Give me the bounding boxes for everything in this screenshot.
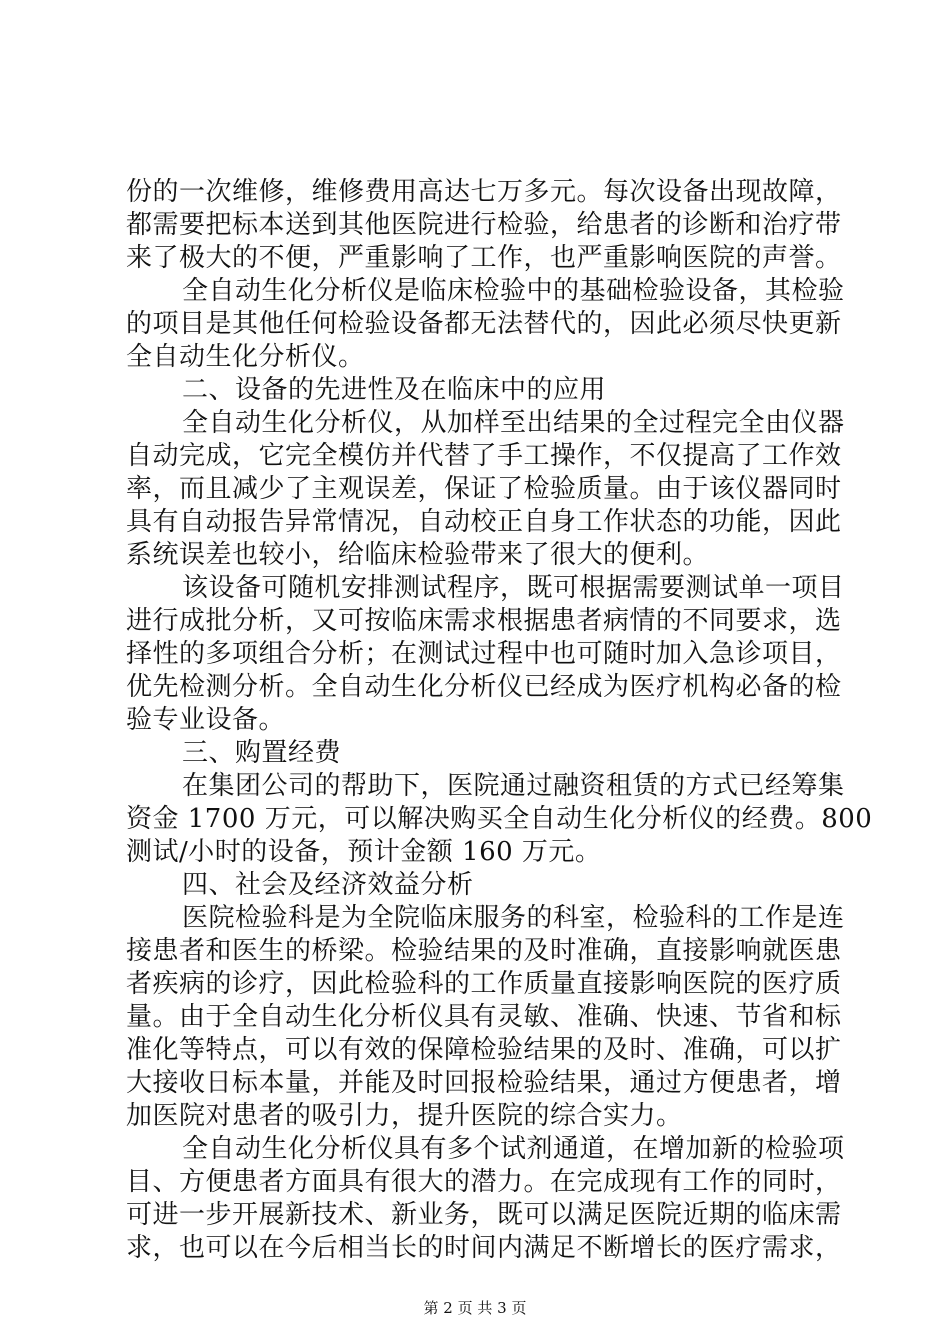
text-line: 该设备可随机安排测试程序，既可根据需要测试单一项目	[182, 573, 845, 603]
text-line: 三、购置经费	[182, 738, 342, 768]
text-line: 进行成批分析，又可按临床需求根据患者病情的不同要求，选	[126, 606, 842, 636]
text-line: 自动完成，它完全模仿并代替了手工操作，不仅提高了工作效	[126, 441, 842, 471]
text-line: 测试/小时的设备，预计金额 160 万元。	[126, 837, 602, 867]
text-line: 份的一次维修，维修费用高达七万多元。每次设备出现故障，	[126, 177, 842, 207]
text-line: 验专业设备。	[126, 705, 286, 735]
text-line: 具有自动报告异常情况，自动校正自身工作状态的功能，因此	[126, 507, 842, 537]
text-line: 优先检测分析。全自动生化分析仪已经成为医疗机构必备的检	[126, 672, 842, 702]
document-body	[126, 176, 873, 1265]
text-line: 来了极大的不便，严重影响了工作，也严重影响医院的声誉。	[126, 243, 842, 273]
text-line: 系统误差也较小，给临床检验带来了很大的便利。	[126, 540, 710, 570]
text-line: 可进一步开展新技术、新业务，既可以满足医院近期的临床需	[126, 1200, 842, 1230]
page-footer: 第 2 页 共 3 页	[423, 1299, 527, 1317]
text-line: 加医院对患者的吸引力，提升医院的综合实力。	[126, 1101, 683, 1131]
text-line: 目、方便患者方面具有很大的潜力。在完成现有工作的同时，	[126, 1167, 842, 1197]
text-line: 全自动生化分析仪是临床检验中的基础检验设备，其检验	[182, 276, 845, 306]
text-line: 全自动生化分析仪，从加样至出结果的全过程完全由仪器	[182, 408, 845, 438]
text-line: 量。由于全自动生化分析仪具有灵敏、准确、快速、节省和标	[126, 1002, 842, 1032]
text-line: 的项目是其他任何检验设备都无法替代的，因此必须尽快更新	[126, 309, 842, 339]
text-line: 都需要把标本送到其他医院进行检验，给患者的诊断和治疗带	[126, 210, 842, 240]
text-line: 求，也可以在今后相当长的时间内满足不断增长的医疗需求，	[126, 1233, 842, 1263]
text-line: 全自动生化分析仪。	[126, 342, 365, 372]
text-line: 二、设备的先进性及在临床中的应用	[182, 375, 607, 405]
text-line: 率，而且减少了主观误差，保证了检验质量。由于该仪器同时	[126, 474, 842, 504]
text-line: 医院检验科是为全院临床服务的科室，检验科的工作是连	[182, 903, 845, 933]
text-line: 者疾病的诊疗，因此检验科的工作质量直接影响医院的医疗质	[126, 969, 842, 999]
text-line: 大接收日标本量，并能及时回报检验结果，通过方便患者，增	[126, 1068, 842, 1098]
text-line: 全自动生化分析仪具有多个试剂通道，在增加新的检验项	[182, 1134, 845, 1164]
text-line: 资金 1700 万元，可以解决购买全自动生化分析仪的经费。800	[126, 804, 873, 834]
text-line: 在集团公司的帮助下，医院通过融资租赁的方式已经筹集	[182, 771, 845, 801]
text-line: 四、社会及经济效益分析	[182, 870, 474, 900]
text-line: 准化等特点，可以有效的保障检验结果的及时、准确，可以扩	[126, 1035, 842, 1065]
text-line: 择性的多项组合分析；在测试过程中也可随时加入急诊项目，	[126, 639, 842, 669]
text-line: 接患者和医生的桥梁。检验结果的及时准确，直接影响就医患	[126, 936, 842, 966]
